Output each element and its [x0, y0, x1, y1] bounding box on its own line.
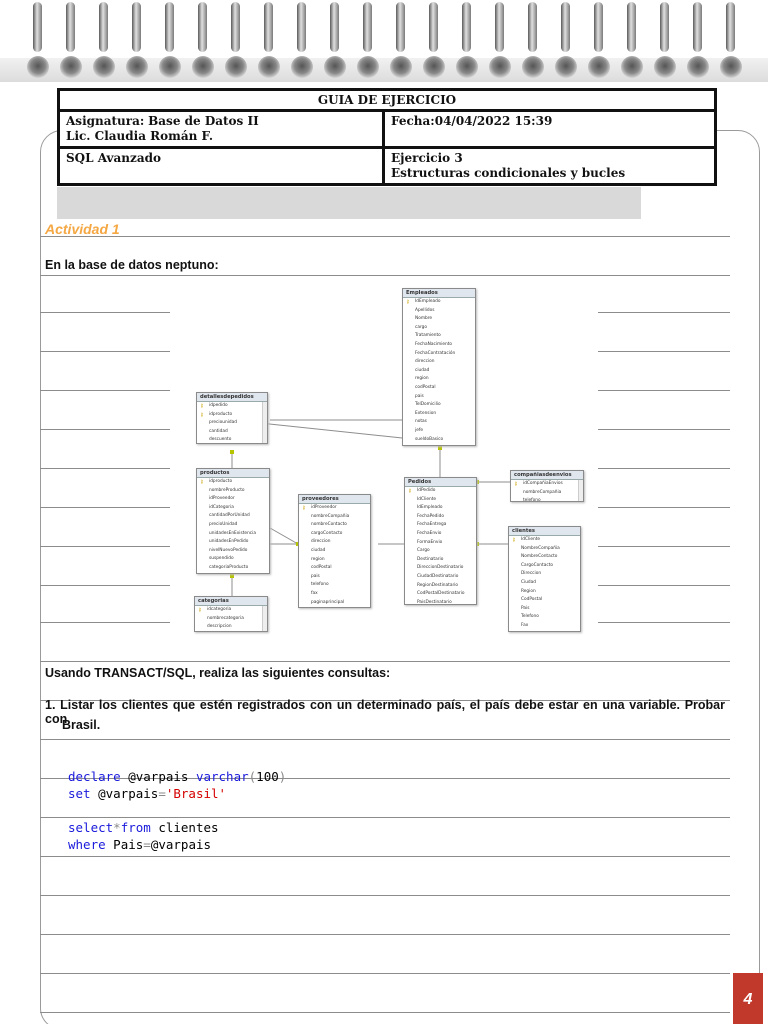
code-line-where: where Pais=@varpais — [68, 837, 212, 852]
subtopic: Estructuras condicionales y bucles — [391, 166, 626, 180]
table-detallesdepedidos: detallesdepedidos ⚷ idpedido ⚷ idproducto preciounidad cantidad descuento — [196, 392, 268, 444]
exercise-number: Ejercicio 3 — [391, 151, 463, 165]
subject-label: Asignatura: — [66, 114, 145, 128]
activity-heading: Actividad 1 — [45, 221, 120, 237]
table-empleados: Empleados ⚷ IdEmpleado Apellidos Nombre cargo Tratamiento FechaNacimiento FechaContratación direccion ciudad region codPostal pais TelDomicilio Extension notas jefe sueldoBasico — [402, 288, 476, 446]
table-clientes: clientes ⚷ IdCliente NombreCompañia NombreContacto CargoContacto Direccion Ciudad Region CodPostal Pais Telefono Fax — [508, 526, 581, 632]
table-companiasdeenvios: compañiasdeenvios ⚷ idCompañiaEnvios nombreCompañia telefono — [510, 470, 584, 502]
table-categorias: categorias ⚷ idcategoria nombrecategoria descripcion — [194, 596, 268, 632]
header-topic-row — [60, 146, 714, 183]
code-line-declare: declare @varpais varchar(100) — [68, 769, 287, 784]
date-label: Fecha: — [391, 114, 435, 128]
intro-text: En la base de datos neptuno: — [45, 258, 219, 272]
guide-title: GUIA DE EJERCICIO — [317, 93, 457, 107]
table-proveedores: proveedores ⚷ idProveedor nombreCompañia nombreContacto cargoContacto direccion ciudad region codPostal pais telefono fax paginaprincipal — [298, 494, 371, 608]
page-number: 4 — [733, 973, 763, 1024]
header-table — [57, 88, 717, 186]
date-value: 04/04/2022 15:39 — [434, 114, 553, 128]
grey-bar — [57, 187, 641, 219]
spiral-binding — [0, 0, 768, 90]
teacher-name: Lic. Claudia Román F. — [66, 129, 214, 143]
topic: SQL Avanzado — [66, 151, 162, 165]
er-diagram — [170, 282, 598, 639]
code-line-set: set @varpais='Brasil' — [68, 786, 227, 801]
instruction-text: Usando TRANSACT/SQL, realiza las siguientes consultas: — [45, 666, 391, 680]
subject-value: Base de Datos II — [148, 114, 259, 128]
header-subject-row — [60, 109, 714, 146]
table-pedidos: Pedidos ⚷ IdPedido IdCliente IdEmpleado FechaPedido FechaEntrega FechaEnvio FormaEnvio Cargo Destinatario DireccionDestinatario CiudadDestinatario RegionDestinatario CodPostalDestinatario PaisDestinatario — [404, 477, 477, 605]
question-1-line-1: 1. Listar los clientes que estén registrados con un determinado país, el país debe estar en una variable. Probar con — [45, 698, 725, 726]
code-line-select: select*from clientes — [68, 820, 219, 835]
table-productos: productos ⚷ idproducto nombreProducto idProveedor idCategoria cantidadPorUnidad precioUnidad unidadesEnExistencia unidadesEnPedido nivelNuevoPedido suspendido categoriaProducto — [196, 468, 270, 574]
question-1-line-2: Brasil. — [62, 718, 101, 732]
header-title-row — [60, 91, 714, 109]
